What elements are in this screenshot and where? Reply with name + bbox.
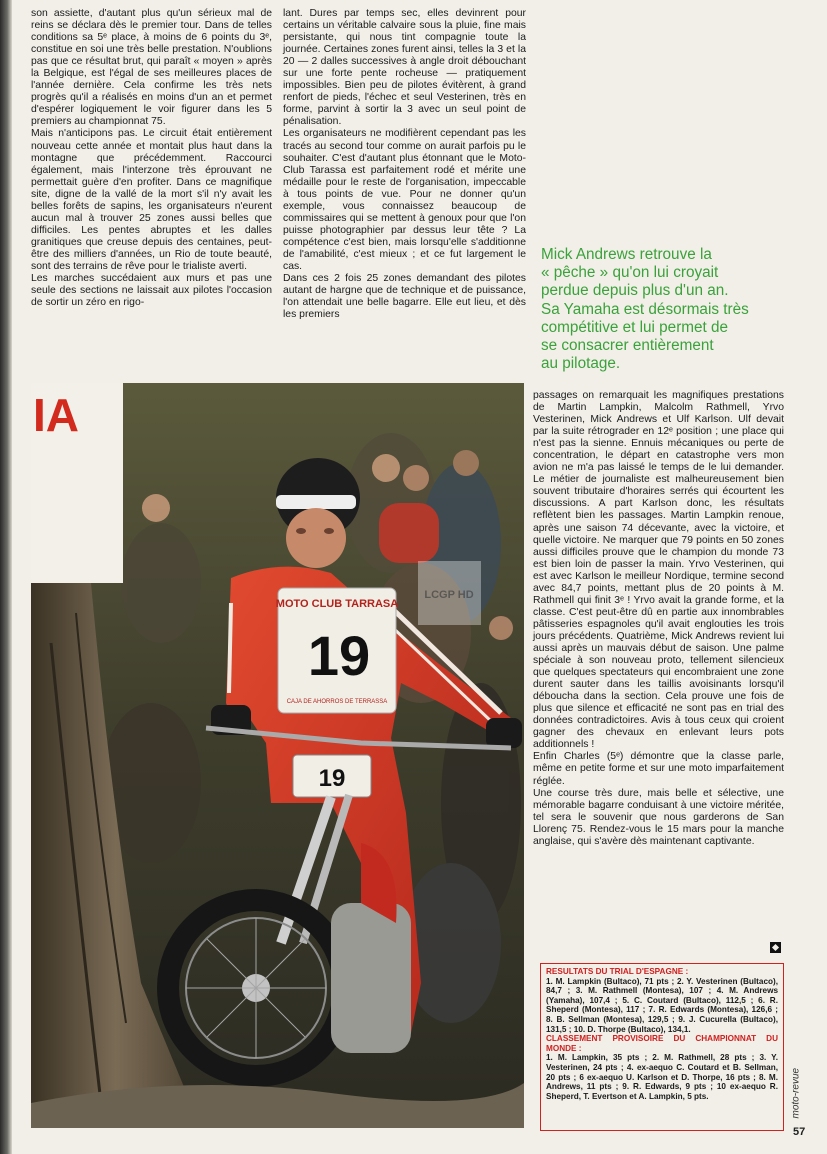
paragraph: Dans ces 2 fois 25 zones demandant des pilotes autant de hargne que de technique et de puissance, l'on attendait une belle bagarre. Elle eut lieu, et dès les premiers	[283, 273, 526, 321]
banner-text: IA	[33, 389, 79, 441]
article-column-2	[283, 8, 526, 321]
watermark-text: LCGP HD	[424, 589, 474, 601]
results-list: 1. M. Lampkin (Bultaco), 71 pts ; 2. Y. Vesterinen (Bultaco), 84,7 ; 3. M. Rathmell (Montesa), 107 ; 4. M. Andrews (Yamaha), 107,4 ; 5. C. Coutard (Bultaco), 112,5 ; 6. R. Sheperd (Montesa), 117 ; 7. R. Edwards (Montesa), 126,6 ; 8. B. Sellman (Montesa), 129,5 ; 9. J. Cucurella (Bultaco), 131,5 ; 10. D. Thorpe (Bultaco), 134,1.	[546, 976, 778, 1034]
plate-number: 19	[318, 765, 346, 792]
results-title: RESULTATS DU TRIAL D'ESPAGNE :	[546, 967, 689, 976]
caption-line: se consacrer entièrement	[541, 337, 714, 355]
paragraph: Les organisateurs ne modifièrent cependant pas les tracés au second tour comme on aurait parfois pu le souhaiter. C'est d'autant plus étonnant que le Moto-Club Tarassa est parfaitement rodé et mérite une médaille pour le reste de l'organisation, impeccable à tous points de vue. Pour ne donner qu'un exemple, vous connaissez beaucoup de commissaires qui se mettent à genoux pour que l'on puisse photographier par dessus leur tête ? La compétence c'est bien, mais lorsqu'elle s'additionne de l'amabilité, c'est mieux ; et ce fut largement le cas.	[283, 128, 526, 272]
page-number: 57	[793, 1126, 806, 1138]
bib-sponsor-text: CAJA DE AHORROS DE TERRASSA	[286, 699, 388, 705]
end-of-article-icon	[770, 942, 781, 953]
paragraph: passages on remarquait les magnifiques prestations de Martin Lampkin, Malcolm Rathmell, Yrvo Vesterinen, Mick Andrews et Ulf Karlson. Ulf devait par la suite rétrograder en 12ᵉ position ; une place qui n'est pas la sienne. Ennuis mécaniques ou perte de concentration, le départ en catastrophe vers mon avion ne m'a pas laissé le temps de le lui demander. Le métier de journaliste est malheureusement bien souvent tributaire d'horaires serrés qui écourtent les discussions. A part Karlson donc, les résultats reflètent bien les passages. Martin Lampkin renoue, après une saison 74 décevante, avec la victoire, et quelle victoire. Ne marquer que 79 points en 50 zones aussi difficiles prouve que le champion du monde 73 est bien loin de passer la main. Yrvo Vesterinen, qui est avec Karlson le meilleur Nordique, termine second avec 84,7 points, mettant plus de 20 points à M. Rathmell qui finit 3ᵉ ! Yrvo avait la grande forme, et la classe. C'est peut-être dû en partie aux innombrables pâtisseries espagnoles qu'il avait englouties les trois jours précédents. Quatrième, Mick Andrews revient lui aussi après un mauvais début de saison. Une palme spéciale à son nouveau proto, tellement silencieux que quelques spectateurs qui encombraient une zone durent sauter dans les taillis avoisinants lorsqu'il déboucha dans la section. Cela prouve une fois de plus que silence et efficacité ne sont pas en trial des données contradictoires. Avis à tous ceux qui croient gagner des chevaux en enlevant leurs pots additionnels !	[533, 390, 784, 751]
trial-rider-photo	[31, 383, 524, 1128]
paragraph: Une course très dure, mais belle et sélective, une mémorable bagarre conduisant à une victoire méritée, tel sera le souvenir que nous garderons de San Llorenç 75. Rendez-vous le 15 mars pour la manche anglaise, qui s'avère dès maintenant captivante.	[533, 787, 784, 847]
caption-line: compétitive et lui permet de	[541, 318, 729, 336]
caption-line: perdue depuis plus d'un an.	[541, 282, 729, 300]
paragraph: son assiette, d'autant plus qu'un sérieux mal de reins se déclara dès le premier tour. Dans de telles conditions sa 5ᵉ place, à moins de 6 points du 3ᵉ, constitue en soi une très belle prestation. N'oublions pas que ce résultat brut, qui paraît « moyen » après la Belgique, est l'égal de ses meilleures places de l'année dernière. Cela confirme les très nets progrès qu'il a réalisés en moins d'un an et permet d'espérer logiquement le voir figurer dans les 5 premiers au championnat 75.	[31, 8, 272, 128]
bib-club-text: MOTO CLUB TARRASA	[275, 598, 399, 610]
caption-line: Mick Andrews retrouve la	[541, 246, 712, 263]
article-column-1	[31, 8, 272, 309]
page-binding-shadow	[0, 0, 12, 1154]
bib-number: 19	[307, 624, 371, 687]
paragraph: Les marches succédaient aux murs et pas une seule des sections ne laissait aux pilotes l'occasion de sortir un zéro en rigo-	[31, 273, 272, 309]
paragraph: Enfin Charles (5ᵉ) démontre que la classe parle, même en petite forme et sur une moto imparfaitement réglée.	[533, 751, 784, 787]
caption-line: Sa Yamaha est désormais très	[541, 300, 749, 318]
standings-title: CLASSEMENT PROVISOIRE DU CHAMPIONNAT DU MONDE :	[546, 1034, 778, 1053]
standings-list: 1. M. Lampkin, 35 pts ; 2. M. Rathmell, 28 pts ; 3. Y. Vesterinen, 24 pts ; 4. ex-aequo C. Coutard et B. Sellman, 20 pts ; 6 ex-aequo U. Karlson et D. Thorpe, 16 pts ; 8. M. Andrews, 11 pts ; 9. R. Edwards, 9 pts ; 10 ex-aequo R. Sheperd, T. Evertson et A. Lampkin, 5 pts.	[546, 1053, 778, 1101]
paragraph: Mais n'anticipons pas. Le circuit était entièrement nouveau cette année et montait plus haut dans la montagne que précédemment. Raccourci également, mais l'interzone très éprouvant ne permettait guère d'en profiter. Dans ce magnifique site, digne de la vallé de la mort s'il n'y avait les belles forêts de sapins, les organisateurs n'eurent aucun mal à trouver 25 zones aussi belles que difficiles. Les pentes abruptes et les dalles granitiques que creuse depuis des centaines, peut-être des milliers d'années, un Rio de toute beauté, sont des terrains de rêve pour le trialiste averti.	[31, 128, 272, 272]
results-box	[540, 963, 784, 1131]
photo-caption	[541, 246, 787, 373]
paragraph: lant. Dures par temps sec, elles devinrent pour certains un véritable calvaire sous la pluie, fine mais persistante, qui nous tint compagnie toute la journée. Certaines zones furent ainsi, telles la 3 et la 20 — 2 dalles successives à angle droit débouchant sur une forte pente rocheuse — pratiquement impossibles. Bien peu de pilotes évitèrent, à grand renfort de pieds, l'échec et seul Vesterinen, très en forme, parvint à sortir la 3 avec un seul point de pénalisation.	[283, 8, 526, 128]
caption-line: « pêche » qu'on lui croyait	[541, 264, 719, 282]
caption-line: au pilotage.	[541, 355, 621, 373]
magazine-name: moto-revue	[790, 1067, 802, 1119]
article-column-3	[533, 390, 784, 848]
